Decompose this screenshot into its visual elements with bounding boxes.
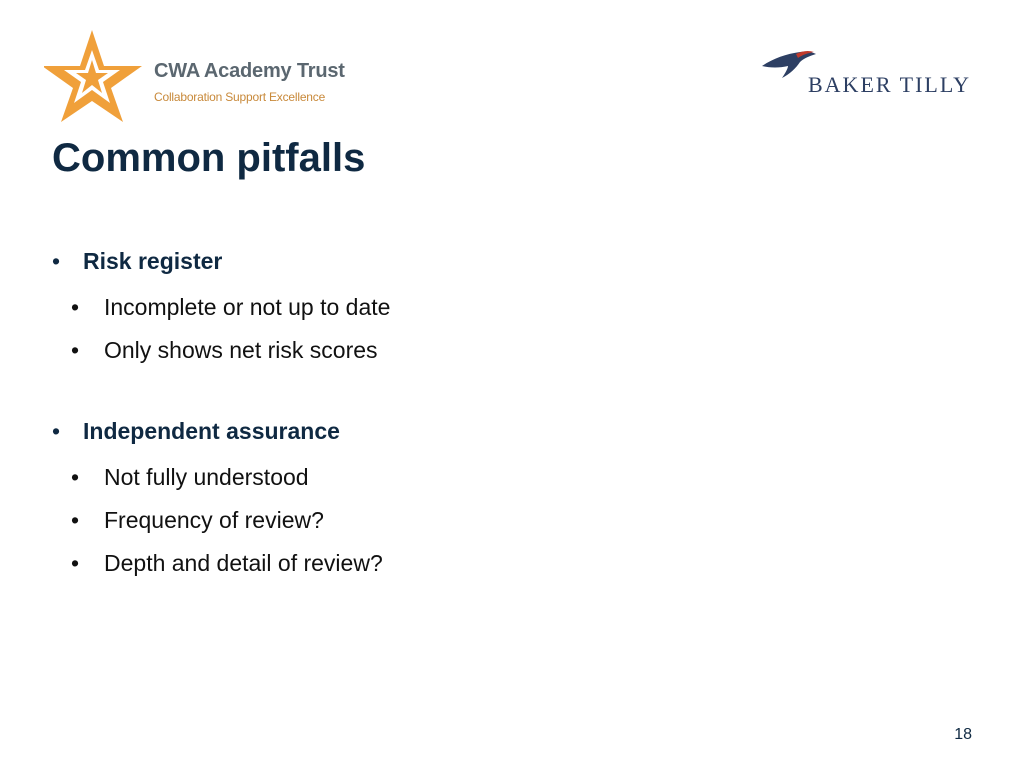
bullet-marker: • <box>71 337 80 363</box>
slide-title: Common pitfalls <box>52 136 366 180</box>
list-item-text: Not fully understood <box>104 464 309 490</box>
list-item-text: Only shows net risk scores <box>104 337 378 363</box>
slide-body <box>52 0 952 768</box>
bullet-marker: • <box>71 507 80 533</box>
list-item-text: Frequency of review? <box>104 507 324 533</box>
bullet-marker: • <box>71 550 80 576</box>
cwa-logo-tagline: Collaboration Support Excellence <box>154 90 326 104</box>
section-heading: Risk register <box>83 248 223 274</box>
list-item-text: Depth and detail of review? <box>104 550 383 576</box>
bullet-marker: • <box>71 294 80 320</box>
cwa-logo-name: CWA Academy Trust <box>154 60 345 82</box>
bullet-marker: • <box>52 248 61 274</box>
list-item-text: Incomplete or not up to date <box>104 294 391 320</box>
section-heading: Independent assurance <box>83 418 340 444</box>
baker-tilly-wordmark: BAKER TILLY <box>808 72 971 97</box>
bullet-marker: • <box>71 464 80 490</box>
bullet-marker: • <box>52 418 61 444</box>
page-number: 18 <box>954 726 972 743</box>
